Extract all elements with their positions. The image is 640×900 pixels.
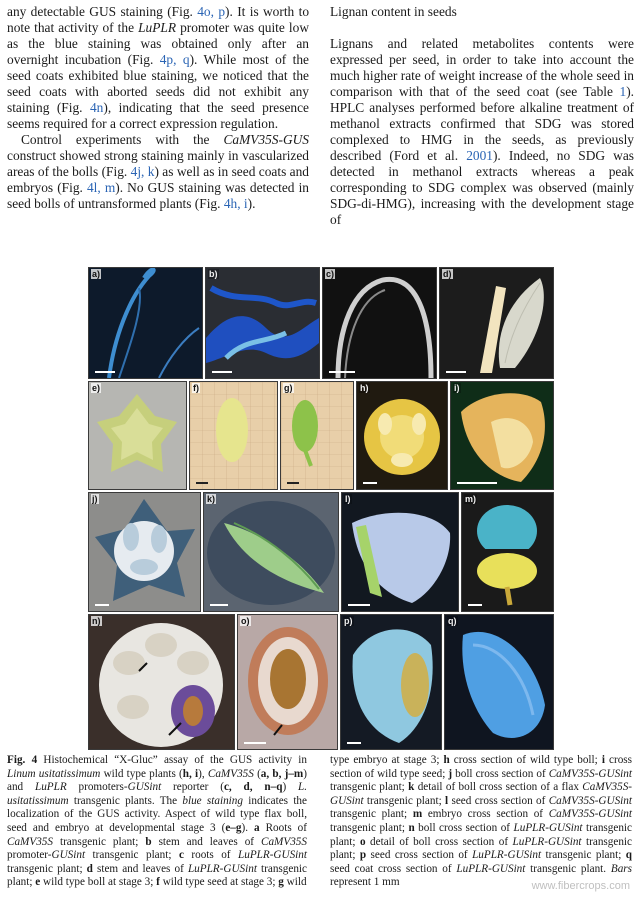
text-run: transgenic plant; [7,862,87,875]
scale-bar [244,742,266,744]
text-run: stem and leaves of [151,835,261,848]
panel-label: p) [344,616,353,626]
text-run: promoter- [7,849,52,862]
panel-c-roots [322,267,437,379]
text-run: transgenic plant; [541,849,626,862]
text-run: wild type boll at stage 3; [40,876,157,889]
text-run: seed cross section of [448,794,549,807]
text-run: represent 1 mm [330,876,400,889]
species-name: Linum usitatissimum [7,767,101,780]
panel-ref: e–g [225,821,242,834]
panel-label: j) [92,494,98,504]
text-run: ) and [7,767,307,794]
panel-label: d) [443,269,452,279]
panel-ref: q [625,849,632,862]
panel-ref: m [412,808,423,821]
caption-paragraph [330,754,632,890]
text-run: boll cross section of [414,821,514,834]
boll-detail-illustration [204,493,338,611]
scale-bar [348,604,370,606]
panel-ref: a, b, j–m [260,767,304,780]
gene-name: GUSint [127,781,162,794]
text-run: transgenic plant. [525,862,611,875]
text-run: cross section of wild type boll; [449,754,602,766]
panel-o-boll-detail [237,614,338,750]
panel-label: q) [448,616,457,626]
gene-name: LuPLR-GUSint [187,862,257,875]
embryo-section-illustration [462,493,553,611]
scale-bar [446,371,466,373]
text-run: ). HPLC analyses performed before alkaline treatment of methanol extracts confirmed that SDG was stored complexed to HMG in the seeds, as previously described (Ford et al. [330,84,634,163]
text-run: boll cross section of [452,767,549,780]
panel-ref: n [408,821,415,834]
figure-reference-link[interactable]: 4o, p [197,4,226,19]
text-run: transgenic plant; [7,862,308,889]
boll-section-illustration [357,382,447,489]
scale-bar [457,482,497,484]
panel-q-seed-coat-section [444,614,554,750]
figure-reference-link[interactable]: 4h, i [223,196,248,211]
text-run: stem and leaves of [92,862,188,875]
section-heading: Lignan content in seeds [330,4,457,19]
text-run: ). [241,821,254,834]
text-run: roots of [183,849,238,862]
gene-name: CaMV35S [7,835,53,848]
text-run: transgenic plant; [330,781,409,794]
text-run: ), indicating that the seed presence seems required for a correct expression regulation. [7,100,309,131]
panel-p-seed-section [340,614,442,750]
text-run: ). While most of the seed coats exhibited blue staining, we noticed that the seed coats with aborted seeds did not exhibit any staining (Fig. [7,52,310,115]
panel-i-seed-section [450,381,554,490]
text-run: promoter was quite low as the blue staining was obtained only after an overnight incubation (Fig. [7,20,309,67]
gene-name: GUSint [51,849,86,862]
panel-g-embryo [280,381,354,490]
text-run: detail of boll cross section of a flax [414,781,583,794]
text-run: construct showed strong staining mainly in vascularized areas of the bolls (Fig. [7,148,309,179]
panel-ref: f [156,876,160,889]
text-run: wild type seed at stage 3; [159,876,279,889]
text-run: ) as well as in seed coats and embryos (Fig. [7,164,309,195]
gene-name: LuPLR-GUSint [456,862,526,875]
panel-label: o) [241,616,250,626]
species-name: L. usitatissimum [7,781,308,807]
panel-ref: a [254,821,260,834]
text-run: ). Indeed, no SDG was detected in methanol extracts whereas a peak corresponding to SDG complex was observed (mainly SDG-di-HMG), increasing with the development stage of [330,148,634,227]
text-run: Roots of [259,821,307,834]
panel-k-boll-detail [203,492,339,612]
gene-name: CaMV35S-GUSint [330,781,633,807]
panel-ref: j [448,767,453,780]
figure-reference-link[interactable]: 4p, q [159,52,190,67]
text-run: reporter ( [161,781,224,794]
roots-illustration [89,268,202,378]
panel-ref: k [408,781,415,794]
panel-label: c) [326,269,335,279]
gene-name: CaMV35S-GUSint [548,767,632,780]
text-run: transgenic plant; [330,821,632,848]
stem-leaves-illustration [206,268,319,378]
paragraph-control-experiments [7,132,309,212]
panel-label: b) [209,269,218,279]
scale-bar [347,742,361,744]
panel-label: g) [284,383,293,393]
figure-reference-link[interactable]: 4l, m [86,180,116,195]
boll-illustration [89,382,186,489]
left-text-column [7,4,309,212]
panel-label: n) [92,616,101,626]
gene-name: CaMV35S [207,767,254,780]
panel-ref: c [178,849,184,862]
gene-name: LuPLR-GUSint [513,821,583,834]
seed-illustration [190,382,277,489]
stem-leaves-illustration [440,268,553,378]
boll-detail-illustration [238,615,337,749]
gene-name: CaMV35S-GUS [223,132,309,147]
panel-label: k) [207,494,216,504]
emphasis: blue staining [182,794,243,807]
seed-section-illustration [451,382,553,489]
text-run: ). It is worth to note that activity of the [7,4,310,35]
seed-section-illustration [342,493,458,611]
panel-ref: h, i [182,767,199,780]
text-run: transgenic plants. The [68,794,183,807]
gene-name: LuPLR [34,781,67,794]
panel-e-boll [88,381,187,490]
figure-caption-right [330,754,632,890]
scale-bar [95,604,109,606]
bars-label: Bars [610,862,632,875]
text-run: Control experiments with the [21,132,224,147]
scale-bar [210,604,228,606]
figure-label: Fig. 4 [7,754,38,766]
text-run: any detectable GUS staining (Fig. [7,4,198,19]
figure-reference-link[interactable]: 4n [89,100,104,115]
panel-n-boll-section [88,614,235,750]
figure-caption-left [7,754,307,890]
panel-ref: o [359,835,366,848]
watermark: www.fibercrops.com [531,880,630,892]
caption-paragraph [7,754,307,890]
text-run: wild [283,876,307,889]
panel-d-stem-leaves [439,267,554,379]
text-run: transgenic plant; [85,849,179,862]
gene-name: CaMV35S-GUSint [548,794,632,807]
panel-ref: b [145,835,152,848]
right-text-column [330,4,634,228]
seed-coat-section-illustration [445,615,553,749]
text-run: seed coat cross section of [330,862,457,875]
text-run: promoters- [66,781,128,794]
boll-section-illustration [89,615,234,749]
scale-bar [468,604,482,606]
citation-link[interactable]: 2001 [466,148,493,163]
panel-label: l) [345,494,351,504]
scale-bar [329,371,355,373]
paragraph-gus-staining [7,4,309,132]
text-run: transgenic plant; [330,808,413,821]
panel-l-seed-section [341,492,459,612]
panel-ref: i [601,754,605,766]
text-run: transgenic plant; [53,835,146,848]
table-reference-link[interactable]: 1 [619,84,627,99]
text-run: ), [198,767,208,780]
panel-b-stem-leaves [205,267,320,379]
panel-ref: l [445,794,449,807]
text-run: wild type plants ( [100,767,183,780]
panel-ref: p [359,849,367,862]
scale-bar [287,482,299,484]
panel-h-boll-section [356,381,448,490]
gene-name: LuPLR [138,20,177,35]
embryo-illustration [281,382,353,489]
panel-f-seed [189,381,278,490]
text-run: seed cross section of [366,849,473,862]
text-run: ). [247,196,256,211]
panel-label: e) [92,383,101,393]
text-run: embryo cross section of [422,808,549,821]
seed-section-illustration [341,615,441,749]
text-run: transgenic plant; [330,821,409,834]
text-run: transgenic plant; [363,794,446,807]
scale-bar [196,482,208,484]
panel-ref: h [443,754,450,766]
panel-label: a) [92,269,101,279]
gene-name: LuPLR-GUSint [512,835,582,848]
panel-m-embryo-section [461,492,554,612]
text-run: ). No GUS staining was detected in seed bolls of untransformed plants (Fig. [7,180,310,211]
panel-ref: c, d, n–q [223,781,283,794]
panel-label: h) [360,383,369,393]
text-run: ( [253,767,261,780]
boll-section-illustration [89,493,200,611]
figure-reference-link[interactable]: 4j, k [130,164,155,179]
panel-label: m) [465,494,476,504]
panel-j-boll-section [88,492,201,612]
text-run: type embryo at stage 3; [330,754,444,766]
panel-a-roots [88,267,203,379]
gene-name: CaMV35S-GUSint [548,808,632,821]
text-run: ) [282,781,298,794]
gene-name: LuPLR-GUSint [472,849,542,862]
gene-name: LuPLR-GUSint [238,849,307,862]
text-run: transgenic plant; [330,835,632,862]
text-run: cross section of wild type seed; [330,754,632,780]
panel-ref: e [35,876,41,889]
scale-bar [212,371,232,373]
scale-bar [363,482,377,484]
roots-illustration [323,268,436,378]
panel-label: f) [193,383,199,393]
panel-ref: d [86,862,93,875]
paragraph-lignan-content [330,36,634,228]
panel-ref: g [278,876,284,889]
panel-label: i) [454,383,460,393]
text-run: detail of boll cross section of [365,835,513,848]
text-run: Lignans and related metabolites contents were expressed per seed, in order to take into account the much higher rate of weight increase of the whole seed in comparison with that of the seed coat (see Table [330,36,634,99]
scale-bar [95,371,115,373]
text-run: indicates the localization of the GUS activity. Aspect of wild type flax boll, seed and embryo at developmental stage 3 ( [7,794,307,834]
text-run: Histochemical “X-Gluc” assay of the GUS activity in [37,754,307,766]
gene-name: CaMV35S [261,835,307,848]
